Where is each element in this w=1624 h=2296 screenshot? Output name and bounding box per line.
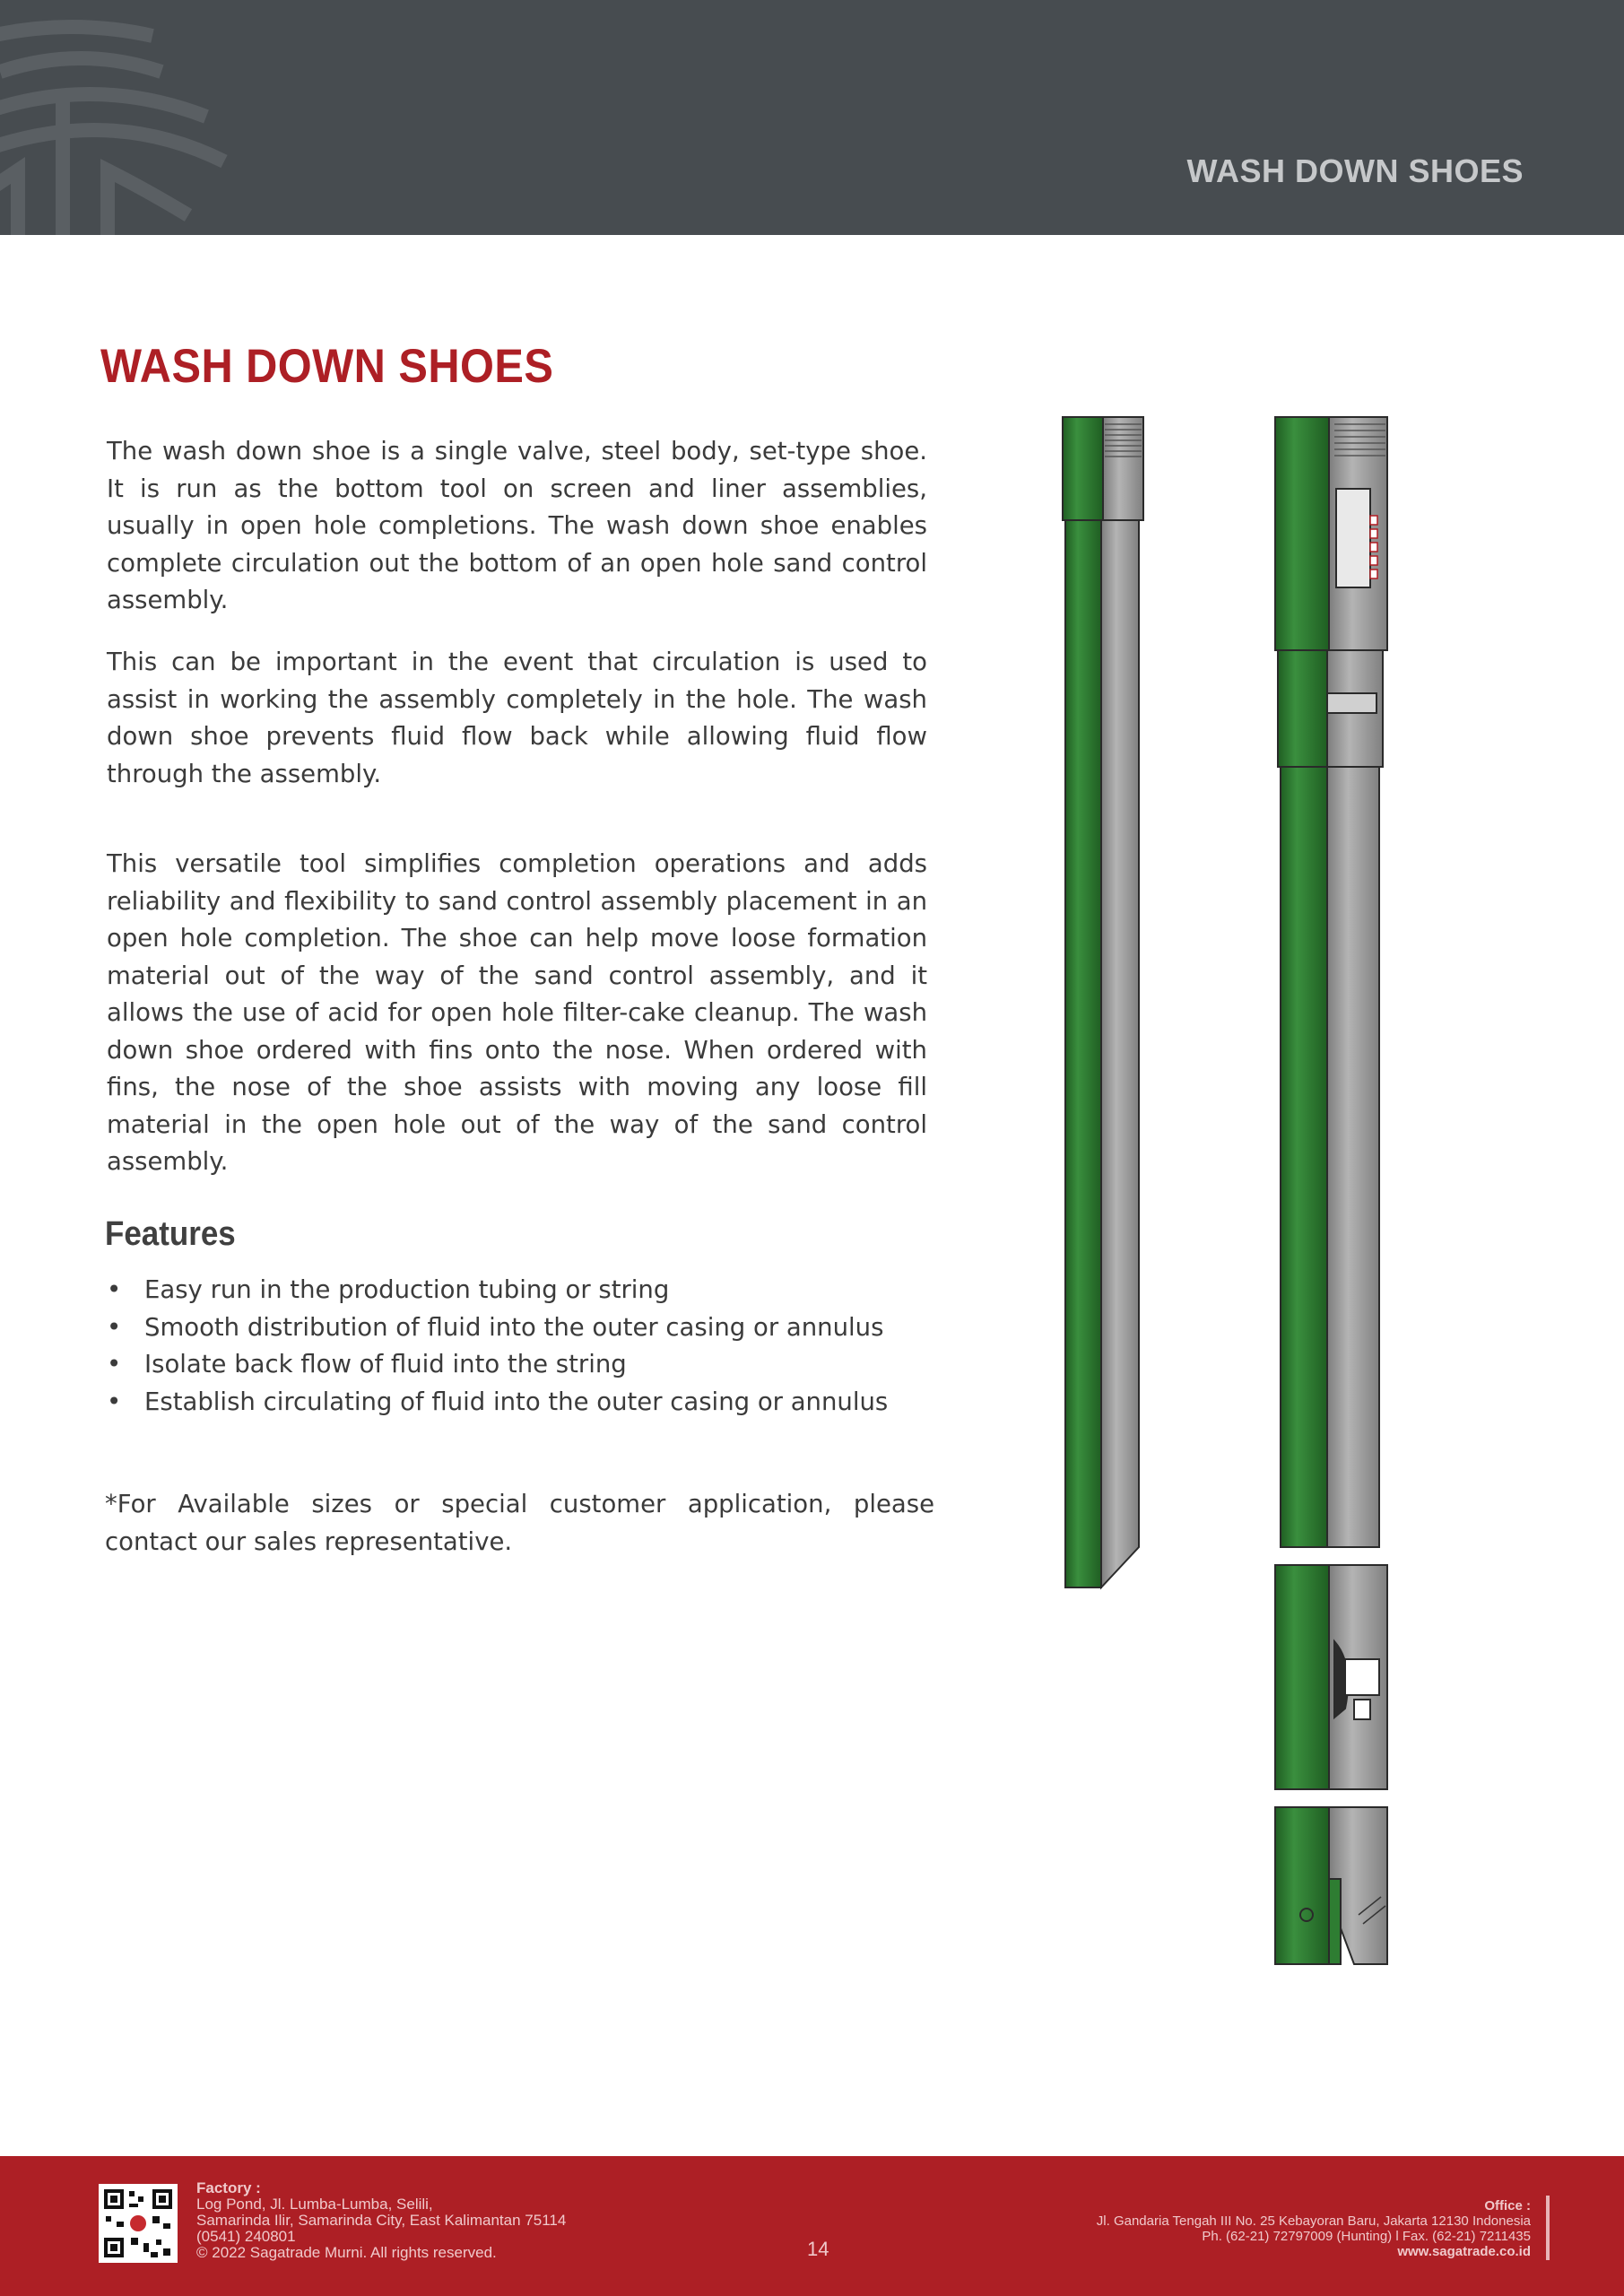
shoe-sleeve-drawing — [1063, 417, 1143, 1587]
description-paragraph-1: The wash down shoe is a single valve, steel body, set-type shoe. It is run as the bottom tool on screen and liner assemblies, usually in open hole completions. The wash down shoe enables complete circulation out the bottom of an open hole sand control assembly. — [107, 437, 927, 614]
office-phone: Ph. (62-21) 72797009 (Hunting) l Fax. (62-21) 7211435 — [1202, 2229, 1531, 2244]
features-heading: Features — [105, 1215, 236, 1253]
feature-item: • Smooth distribution of fluid into the outer casing or annulus — [107, 1309, 888, 1347]
page-title: WASH DOWN SHOES — [100, 340, 554, 393]
qr-code[interactable] — [99, 2184, 178, 2263]
office-label: Office : — [1484, 2198, 1531, 2213]
factory-address — [196, 2180, 566, 2261]
contact-note: *For Available sizes or special customer application, please contact our sales representative. — [105, 1490, 934, 1556]
bullet-icon: • — [107, 1312, 122, 1342]
features-list — [107, 1272, 888, 1421]
factory-phone: (0541) 240801 — [196, 2228, 296, 2245]
bullet-icon: • — [107, 1350, 122, 1378]
copyright: © 2022 Sagatrade Murni. All rights reserved. — [196, 2244, 497, 2261]
description-paragraph-3: This versatile tool simplifies completion operations and adds reliability and flexibility to sand control assembly placement in an open hole completion. The shoe can help move loose formation material out of the way of the sand control assembly, and it allows the use of acid for open hole filter-cake cleanup. The wash down shoe ordered with fins onto the nose. When ordered with fins, the nose of the shoe assists with moving any loose fill material in the open hole out of the way of the sand control assembly. — [107, 849, 927, 1176]
header-section-title: WASH DOWN SHOES — [1186, 152, 1524, 189]
website-link[interactable]: www.sagatrade.co.id — [1397, 2244, 1531, 2259]
feature-item: • Easy run in the production tubing or string — [107, 1272, 888, 1309]
bullet-icon: • — [107, 1275, 122, 1304]
company-logo-watermark — [0, 18, 233, 235]
feature-item: • Isolate back flow of fluid into the string — [107, 1346, 888, 1384]
description-paragraph-2: This can be important in the event that circulation is used to assist in working the assembly completely in the hole. The wash down shoe prevents fluid flow back while allowing fluid flow through the assembly. — [107, 648, 927, 788]
footer-divider — [1546, 2196, 1550, 2260]
factory-label: Factory : — [196, 2179, 261, 2196]
page-number: 14 — [807, 2238, 829, 2260]
office-line: Jl. Gandaria Tengah III No. 25 Kebayoran Baru, Jakarta 12130 Indonesia — [1096, 2213, 1531, 2229]
office-address — [1097, 2198, 1531, 2259]
page-header — [0, 0, 1624, 235]
wash-down-shoe-drawing — [1275, 417, 1387, 1964]
bullet-icon: • — [107, 1387, 122, 1416]
feature-item: • Establish circulating of fluid into the outer casing or annulus — [107, 1384, 888, 1422]
factory-line: Samarinda Ilir, Samarinda City, East Kalimantan 75114 — [196, 2212, 567, 2229]
wash-down-shoe-illustration — [1049, 408, 1408, 1978]
factory-line: Log Pond, Jl. Lumba-Lumba, Selili, — [196, 2196, 433, 2213]
